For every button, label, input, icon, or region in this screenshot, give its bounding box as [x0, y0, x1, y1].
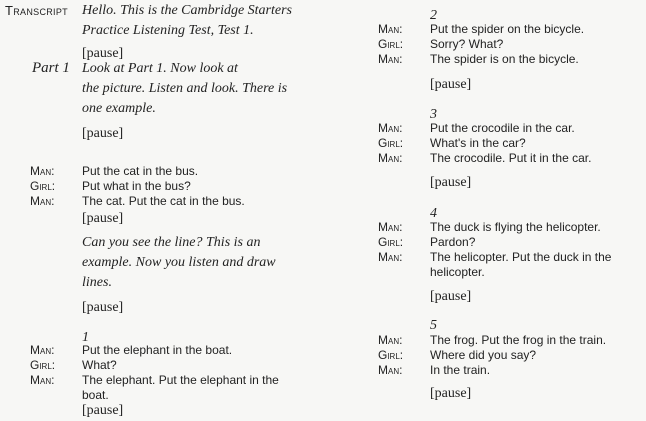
item-5-pause [430, 385, 471, 403]
pause-marker: [pause] [430, 77, 472, 92]
item-1-pause [82, 402, 123, 420]
item-2-dialogue [378, 22, 646, 68]
example-dialogue [30, 164, 350, 210]
speaker-label: Girl: [378, 348, 404, 362]
speaker-label: Man: [378, 333, 403, 347]
dialogue-line [378, 220, 646, 235]
dialogue-line [30, 164, 350, 179]
dialogue-line [378, 235, 646, 250]
speaker-label: Girl: [30, 179, 56, 193]
intro-line: Hello. This is the Cambridge Starters [82, 3, 293, 18]
instructions-line: Can you see the line? This is an [82, 235, 261, 250]
dialogue-text: Sorry? What? [430, 37, 504, 51]
dialogue-text: Where did you say? [430, 348, 537, 362]
dialogue-text: The frog. Put the frog in the train. [430, 333, 607, 347]
speaker-label: Man: [378, 121, 403, 135]
dialogue-text: The duck is flying the helicopter. [430, 220, 601, 234]
item-number-1: 1 [82, 330, 89, 345]
item-number-2: 2 [430, 8, 437, 23]
item-number-5: 5 [430, 318, 437, 333]
speaker-label: Man: [378, 220, 403, 234]
intro-block [82, 1, 342, 63]
speaker-label: Girl: [378, 37, 404, 51]
part-1-line: Look at Part 1. Now look at [82, 61, 238, 76]
dialogue-text: The elephant. Put the elephant in the [82, 373, 279, 387]
speaker-label: Man: [378, 22, 403, 36]
dialogue-text: boat. [82, 388, 109, 402]
dialogue-text: Pardon? [430, 235, 476, 249]
dialogue-line [378, 265, 646, 280]
pause-marker: [pause] [82, 211, 124, 226]
instructions-line: lines. [82, 275, 112, 290]
speaker-label: Man: [30, 373, 55, 387]
item-5-dialogue [378, 333, 646, 379]
pause-marker: [pause] [430, 175, 472, 190]
item-number [430, 316, 437, 334]
dialogue-line [378, 333, 646, 348]
instructions-block [82, 233, 342, 317]
dialogue-line [378, 363, 646, 378]
item-1-dialogue [30, 343, 350, 405]
dialogue-line [378, 136, 646, 151]
pause-marker: [pause] [82, 46, 124, 61]
part-1-block [82, 59, 342, 143]
dialogue-text: The cat. Put the cat in the bus. [82, 194, 245, 208]
dialogue-text: Put the spider on the bicycle. [430, 22, 585, 36]
pause-marker: [pause] [82, 403, 124, 418]
item-number-4: 4 [430, 206, 437, 221]
speaker-label: Man: [378, 52, 403, 66]
example-pause [82, 210, 123, 228]
speaker-label: Man: [30, 343, 55, 357]
intro-line: Practice Listening Test, Test 1. [82, 23, 254, 38]
instructions-line: example. Now you listen and draw [82, 255, 276, 270]
dialogue-text: The helicopter. Put the duck in the [430, 250, 612, 264]
dialogue-line [378, 37, 646, 52]
item-2-pause [430, 76, 471, 94]
speaker-label: Man: [378, 363, 403, 377]
dialogue-line [30, 194, 350, 209]
transcript-heading: Transcript [5, 3, 68, 18]
dialogue-line [30, 179, 350, 194]
part-1-line: one example. [82, 101, 156, 116]
part-1-line: the picture. Listen and look. There is [82, 81, 288, 96]
speaker-label: Man: [30, 194, 55, 208]
speaker-label: Man: [378, 151, 403, 165]
dialogue-line [378, 121, 646, 136]
item-3-dialogue [378, 121, 646, 167]
dialogue-line [378, 52, 646, 67]
item-number-3: 3 [430, 107, 437, 122]
dialogue-text: The crocodile. Put it in the car. [430, 151, 592, 165]
dialogue-text: What's in the car? [430, 136, 526, 150]
dialogue-text: Put the cat in the bus. [82, 164, 199, 178]
dialogue-text: The spider is on the bicycle. [430, 52, 579, 66]
dialogue-line [30, 358, 350, 373]
dialogue-text: Put the crocodile in the car. [430, 121, 575, 135]
item-4-pause [430, 288, 471, 306]
item-3-pause [430, 174, 471, 192]
dialogue-line [30, 388, 350, 403]
pause-marker: [pause] [82, 126, 124, 141]
speaker-label: Girl: [378, 235, 404, 249]
speaker-label: Girl: [30, 358, 56, 372]
dialogue-line [378, 250, 646, 265]
speaker-label: Girl: [378, 136, 404, 150]
speaker-label: Man: [378, 250, 403, 264]
dialogue-text: helicopter. [430, 265, 485, 279]
item-4-dialogue [378, 220, 646, 282]
pause-marker: [pause] [430, 289, 472, 304]
pause-marker: [pause] [82, 300, 124, 315]
dialogue-line [378, 348, 646, 363]
speaker-label: Man: [30, 164, 55, 178]
dialogue-line [378, 151, 646, 166]
pause-marker: [pause] [430, 386, 472, 401]
dialogue-text: Put the elephant in the boat. [82, 343, 233, 357]
dialogue-line [30, 373, 350, 388]
dialogue-text: Put what in the bus? [82, 179, 191, 193]
dialogue-text: In the train. [430, 363, 491, 377]
part-1-label: Part 1 [32, 60, 70, 76]
dialogue-text: What? [82, 358, 117, 372]
dialogue-line [30, 343, 350, 358]
dialogue-line [378, 22, 646, 37]
